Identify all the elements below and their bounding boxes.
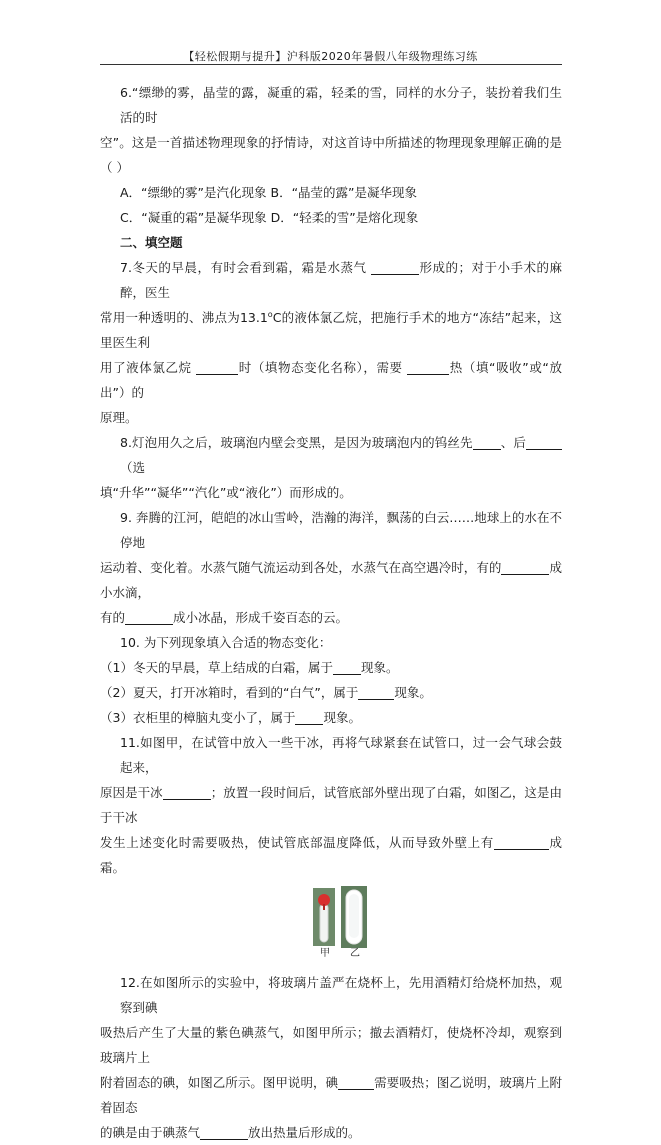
blank	[125, 610, 173, 625]
figure-label-a: 甲	[320, 948, 330, 959]
question-12-line3	[100, 1070, 562, 1120]
blank	[163, 785, 211, 800]
q7-text-2: 形成的；对于小手术的麻醉，医生	[120, 260, 562, 300]
question-6-line2: 空”。这是一首描述物理现象的抒情诗，对这首诗中所描述的物理现象理解正确的是（ ）	[100, 135, 562, 175]
q10-item2-end: 现象。	[394, 685, 432, 700]
q10-item3-text: （3）衣柜里的樟脑丸变小了，属于	[100, 710, 296, 725]
option-c: C．“凝重的霜”是凝华现象	[120, 210, 267, 225]
question-9-line2	[100, 555, 562, 605]
question-9-line3	[100, 605, 562, 630]
question-7-line2	[100, 305, 562, 355]
q8-text-1: 8.灯泡用久之后，玻璃泡内壁会变黑，是因为玻璃泡内的钨丝先	[120, 435, 473, 450]
frosted-test-tube-image	[341, 886, 367, 948]
document-body	[100, 80, 562, 1145]
q10-item2-text: （2）夏天，打开冰箱时，看到的“白气”，属于	[100, 685, 359, 700]
q7-text-4: C的液体氯乙烷，把施行手术的地方“冻结”起来，这里医生利	[100, 310, 562, 350]
question-7-line4: 原理。	[100, 410, 138, 425]
q9-text-5: 成小冰晶，形成千姿百态的云。	[173, 610, 349, 625]
page-header: 【轻松假期与提升】沪科版2020年暑假八年级物理练习练	[183, 50, 478, 63]
blank	[200, 1125, 248, 1140]
question-9: 9. 奔腾的江河，皑皑的冰山雪岭，浩瀚的海洋，飘荡的白云……地球上的水在不停地	[120, 510, 562, 550]
q11-text-4: 发生上述变化时需要吸热，使试管底部温度降低，从而导致外壁上有	[100, 835, 494, 850]
q11-text-3: ；放置一段时间后，试管底部外壁出现了白霜，如图乙，这是由于干冰	[100, 785, 562, 825]
q12-text-3: 附着固态的碘，如图乙所示。图甲说明，碘	[100, 1075, 339, 1090]
question-10: 10. 为下列现象填入合适的物态变化：	[120, 635, 332, 650]
blank	[371, 260, 419, 275]
test-tube-figure	[100, 886, 562, 964]
blank	[333, 660, 361, 675]
q7-text-7: 热（填“吸收”或“放出”）的	[100, 360, 562, 400]
q11-text-5: 成霜。	[100, 835, 562, 875]
question-11-line2	[100, 780, 562, 830]
blank	[407, 360, 449, 375]
degree-sup: o	[267, 309, 273, 319]
blank	[494, 835, 549, 850]
q7-text-1: 7.冬天的早晨，有时会看到霜，霜是水蒸气	[120, 260, 367, 275]
q12-text-6: 放出热量后形成的。	[248, 1125, 361, 1140]
question-10-item3	[100, 705, 562, 730]
q10-item1-text: （1）冬天的早晨，草上结成的白霜，属于	[100, 660, 333, 675]
section-title: 二、填空题	[120, 235, 183, 250]
blank	[358, 685, 394, 700]
q9-text-2: 运动着、变化着。水蒸气随气流运动到各处，水蒸气在高空遇冷时，有的	[100, 560, 502, 575]
q7-text-3: 常用一种透明的、沸点为13.1	[100, 310, 268, 325]
q10-item3-end: 现象。	[323, 710, 361, 725]
q9-text-4: 有的	[100, 610, 126, 625]
question-6-line1: 6.“缥缈的雾，晶莹的露，凝重的霜，轻柔的雪，同样的水分子，装扮着我们生活的时	[120, 85, 562, 125]
q10-item1-end: 现象。	[360, 660, 399, 675]
option-d: D．“轻柔的雪”是熔化现象	[270, 210, 419, 225]
option-a: A．“缥缈的雾”是汽化现象	[120, 185, 267, 200]
question-6-options-ab	[100, 180, 562, 205]
question-8-line2: 填“升华”“凝华”“汽化”或“液化”）而形成的。	[100, 485, 352, 500]
test-tube-with-balloon-image	[313, 888, 335, 946]
question-8	[100, 430, 562, 480]
blank	[338, 1075, 374, 1090]
blank	[473, 435, 501, 450]
question-12-line2: 吸热后产生了大量的紫色碘蒸气，如图甲所示；撤去酒精灯，使烧杯冷却，观察到玻璃片上	[100, 1025, 562, 1065]
blank	[501, 560, 549, 575]
header-rule	[100, 64, 562, 65]
q11-text-2: 原因是干冰	[100, 785, 163, 800]
question-7-line3	[100, 355, 562, 405]
q12-text-4: 需要吸热；图乙说明，玻璃片上附着固态	[100, 1075, 562, 1115]
q12-text-5: 的碘是由于碘蒸气	[100, 1125, 201, 1140]
question-11-line3	[100, 830, 562, 880]
question-12-line4	[100, 1120, 562, 1145]
q7-text-5: 用了液体氯乙烷	[100, 360, 192, 375]
q9-text-3: 成小水滴，	[100, 560, 562, 600]
option-b: B．“晶莹的露”是凝华现象	[270, 185, 418, 200]
q8-text-3: （选	[120, 460, 146, 475]
blank	[526, 435, 562, 450]
blank	[196, 360, 238, 375]
q7-text-6: 时（填物态变化名称），需要	[238, 360, 403, 375]
question-7	[100, 255, 562, 305]
question-10-item2	[100, 680, 562, 705]
blank	[295, 710, 323, 725]
q8-text-2: 、后	[500, 435, 526, 450]
question-12: 12.在如图所示的实验中，将玻璃片盖严在烧杯上，先用酒精灯给烧杯加热，观察到碘	[120, 975, 562, 1015]
question-11: 11.如图甲，在试管中放入一些干冰，再将气球紧套在试管口，过一会气球会鼓起来，	[120, 735, 562, 775]
question-10-item1	[100, 655, 562, 680]
figure-label-b: 乙	[350, 948, 360, 959]
question-6-options-cd	[100, 205, 562, 230]
